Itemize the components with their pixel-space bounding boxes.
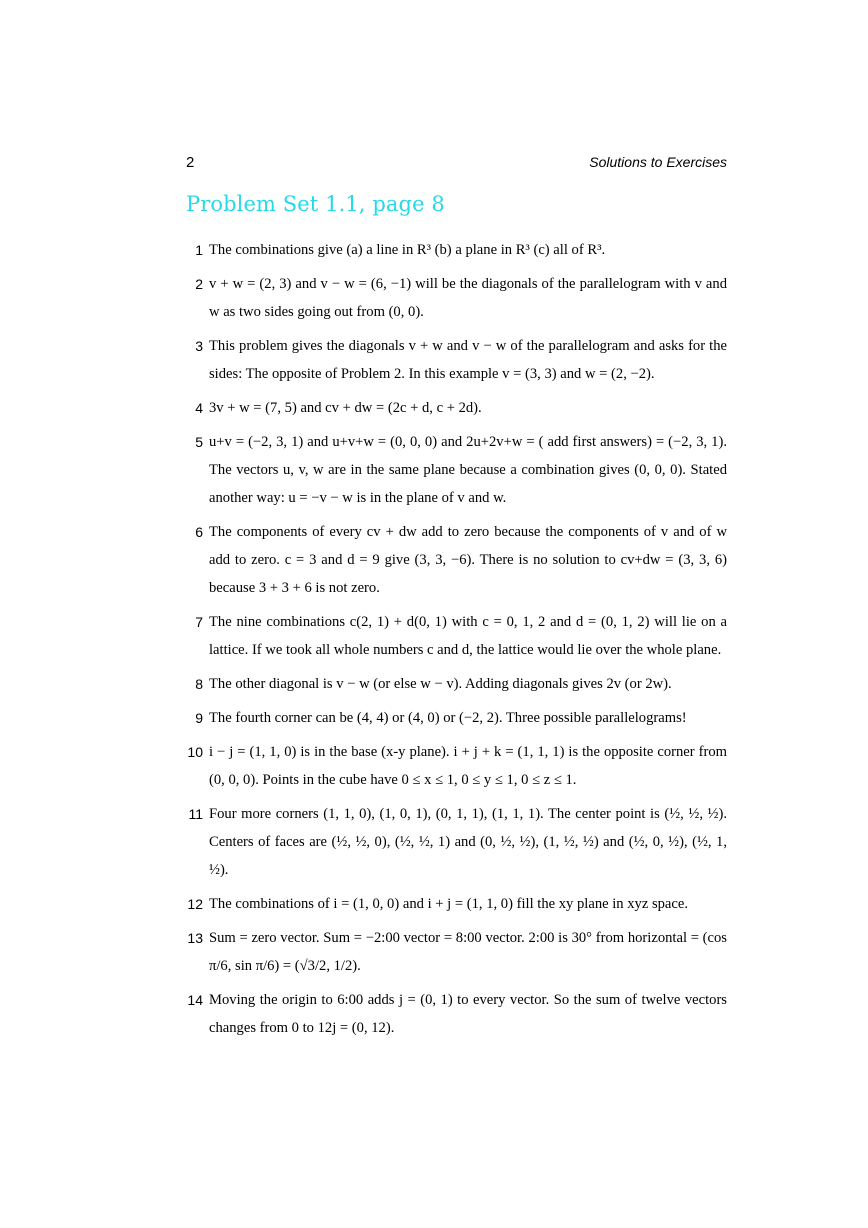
problem-text: The combinations of i = (1, 0, 0) and i + j = (1, 1, 0) fill the xy plane in xyz space. <box>209 896 689 912</box>
problem-number: 5 <box>195 434 203 450</box>
problem-item <box>186 270 727 326</box>
problem-number: 6 <box>195 524 203 540</box>
problem-number: 11 <box>188 806 203 822</box>
problem-item <box>186 332 727 388</box>
problem-number: 1 <box>195 242 203 258</box>
page-header <box>186 154 727 174</box>
problem-text: Sum = zero vector. Sum = −2:00 vector = 8:00 vector. 2:00 is 30° from horizontal = (cos π/6, sin π/6) = (√3/2, 1/2). <box>209 930 727 974</box>
problem-number: 12 <box>187 896 203 912</box>
problem-number: 8 <box>195 676 203 692</box>
problem-number: 14 <box>187 992 203 1008</box>
problem-text: Four more corners (1, 1, 0), (1, 0, 1), (0, 1, 1), (1, 1, 1). The center point is (½, ½, ½). Centers of faces are (½, ½, 0), (½, ½, 1) and (0, ½, ½), (1, ½, ½) and (½, 0, ½), (½, 1, ½). <box>209 806 727 878</box>
problem-text: v + w = (2, 3) and v − w = (6, −1) will be the diagonals of the parallelogram with v and w as two sides going out from (0, 0). <box>209 276 727 320</box>
problem-number: 3 <box>195 338 203 354</box>
problem-item <box>186 890 727 918</box>
problem-item <box>186 428 727 512</box>
problem-item <box>186 924 727 980</box>
problem-item <box>186 236 727 264</box>
problem-number: 7 <box>195 614 203 630</box>
problem-text: The combinations give (a) a line in R³ (b) a plane in R³ (c) all of R³. <box>209 242 606 258</box>
problem-text: u+v = (−2, 3, 1) and u+v+w = (0, 0, 0) and 2u+2v+w = ( add first answers) = (−2, 3, 1). The vectors u, v, w are in the same plane because a combination gives (0, 0, 0). Stated another way: u = −v − w is in the plane of v and w. <box>209 434 727 506</box>
problem-number: 13 <box>187 930 203 946</box>
running-head: Solutions to Exercises <box>589 154 727 170</box>
problem-item <box>186 800 727 884</box>
problem-text: The fourth corner can be (4, 4) or (4, 0) or (−2, 2). Three possible parallelograms! <box>209 710 687 726</box>
section-title: Problem Set 1.1, page 8 <box>186 192 445 216</box>
problem-item <box>186 394 727 422</box>
problem-item <box>186 608 727 664</box>
problem-text: This problem gives the diagonals v + w and v − w of the parallelogram and asks for the sides: The opposite of Problem 2. In this example v = (3, 3) and w = (2, −2). <box>209 338 727 382</box>
problem-item <box>186 670 727 698</box>
problem-text: 3v + w = (7, 5) and cv + dw = (2c + d, c + 2d). <box>209 400 482 416</box>
problem-number: 4 <box>195 400 203 416</box>
problem-list <box>186 236 727 1048</box>
problem-item <box>186 986 727 1042</box>
page-number: 2 <box>186 154 195 171</box>
problem-item <box>186 518 727 602</box>
problem-text: The components of every cv + dw add to zero because the components of v and of w add to zero. c = 3 and d = 9 give (3, 3, −6). There is no solution to cv+dw = (3, 3, 6) because 3 + 3 + 6 is not zero. <box>209 524 727 596</box>
problem-text: The other diagonal is v − w (or else w − v). Adding diagonals gives 2v (or 2w). <box>209 676 672 692</box>
problem-text: i − j = (1, 1, 0) is in the base (x-y plane). i + j + k = (1, 1, 1) is the opposite corner from (0, 0, 0). Points in the cube have 0 ≤ x ≤ 1, 0 ≤ y ≤ 1, 0 ≤ z ≤ 1. <box>209 744 727 788</box>
problem-number: 2 <box>195 276 203 292</box>
problem-text: Moving the origin to 6:00 adds j = (0, 1) to every vector. So the sum of twelve vectors changes from 0 to 12j = (0, 12). <box>209 992 727 1036</box>
problem-number: 10 <box>187 744 203 760</box>
problem-text: The nine combinations c(2, 1) + d(0, 1) with c = 0, 1, 2 and d = (0, 1, 2) will lie on a lattice. If we took all whole numbers c and d, the lattice would lie over the whole plane. <box>209 614 727 658</box>
problem-number: 9 <box>195 710 203 726</box>
problem-item <box>186 704 727 732</box>
problem-item <box>186 738 727 794</box>
